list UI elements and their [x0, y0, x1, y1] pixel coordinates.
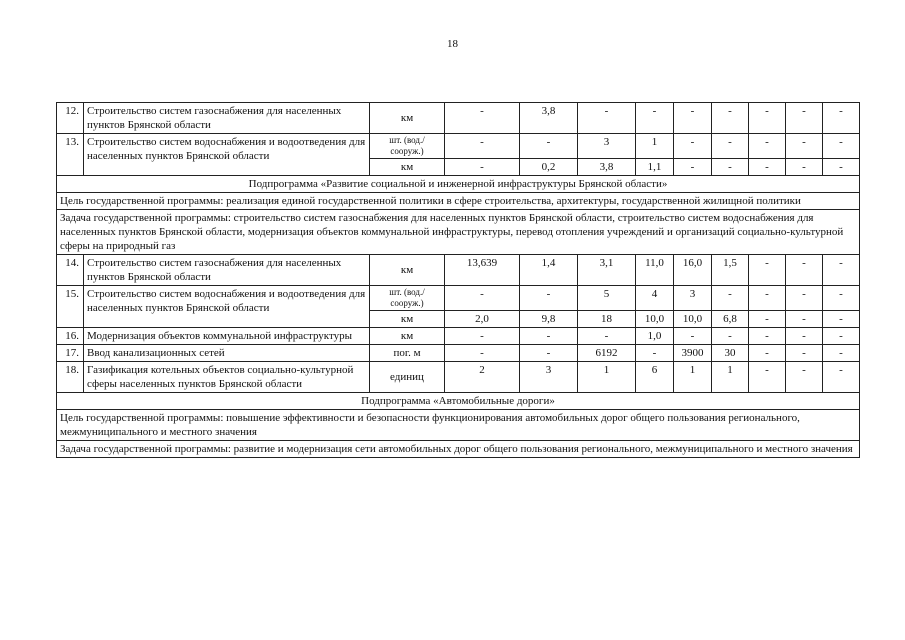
value-cell: 3,1 — [578, 255, 636, 286]
value-cell: - — [749, 345, 786, 362]
table-row — [57, 441, 860, 458]
value-cell: - — [712, 103, 749, 134]
value-cell: - — [786, 311, 823, 328]
row-number: 16. — [57, 328, 84, 345]
row-number: 12. — [57, 103, 84, 134]
subprogram-title: Подпрограмма «Автомобильные дороги» — [57, 393, 860, 410]
value-cell: - — [712, 159, 749, 176]
value-cell: - — [749, 255, 786, 286]
value-cell: - — [674, 134, 712, 159]
value-cell: - — [786, 328, 823, 345]
value-cell: - — [578, 103, 636, 134]
value-cell: 1,0 — [636, 328, 674, 345]
table-row — [57, 393, 860, 410]
value-cell: - — [749, 159, 786, 176]
value-cell: 3 — [578, 134, 636, 159]
value-cell: - — [712, 134, 749, 159]
row-number: 15. — [57, 286, 84, 328]
unit-cell: км — [370, 328, 445, 345]
value-cell: 1 — [712, 362, 749, 393]
value-cell: 3900 — [674, 345, 712, 362]
value-cell: 6,8 — [712, 311, 749, 328]
value-cell: 1,4 — [520, 255, 578, 286]
value-cell: - — [823, 362, 860, 393]
value-cell: 3,8 — [578, 159, 636, 176]
value-cell: - — [712, 328, 749, 345]
value-cell: - — [786, 362, 823, 393]
value-cell: 18 — [578, 311, 636, 328]
unit-cell: единиц — [370, 362, 445, 393]
value-cell: - — [786, 286, 823, 311]
value-cell: 1 — [674, 362, 712, 393]
indicator-name: Строительство систем газоснабжения для населенных пунктов Брянской области — [84, 255, 370, 286]
value-cell: - — [749, 362, 786, 393]
value-cell: - — [445, 328, 520, 345]
indicator-name: Модернизация объектов коммунальной инфраструктуры — [84, 328, 370, 345]
value-cell: - — [823, 328, 860, 345]
subprogram-title: Подпрограмма «Развитие социальной и инженерной инфраструктуры Брянской области» — [57, 176, 860, 193]
table-row — [57, 103, 860, 134]
value-cell: 1,5 — [712, 255, 749, 286]
value-cell: 4 — [636, 286, 674, 311]
value-cell: - — [823, 286, 860, 311]
unit-cell: км — [370, 311, 445, 328]
table-row — [57, 328, 860, 345]
value-cell: - — [520, 345, 578, 362]
page-number: 18 — [447, 38, 458, 50]
value-cell: - — [749, 103, 786, 134]
value-cell: 10,0 — [636, 311, 674, 328]
value-cell: 13,639 — [445, 255, 520, 286]
value-cell: 1,1 — [636, 159, 674, 176]
value-cell: 1 — [636, 134, 674, 159]
value-cell: 6 — [636, 362, 674, 393]
table-row — [57, 210, 860, 255]
value-cell: - — [786, 255, 823, 286]
row-number: 13. — [57, 134, 84, 176]
value-cell: 16,0 — [674, 255, 712, 286]
value-cell: - — [823, 345, 860, 362]
unit-cell: пог. м — [370, 345, 445, 362]
value-cell: - — [636, 103, 674, 134]
indicator-name: Строительство систем водоснабжения и водоотведения для населенных пунктов Брянской области — [84, 286, 370, 328]
value-cell: 30 — [712, 345, 749, 362]
value-cell: - — [520, 134, 578, 159]
value-cell: - — [712, 286, 749, 311]
value-cell: 2 — [445, 362, 520, 393]
unit-cell: км — [370, 103, 445, 134]
value-cell: - — [823, 311, 860, 328]
value-cell: - — [749, 328, 786, 345]
value-cell: - — [823, 255, 860, 286]
value-cell: - — [445, 159, 520, 176]
value-cell: - — [674, 159, 712, 176]
value-cell: 5 — [578, 286, 636, 311]
value-cell: - — [520, 328, 578, 345]
value-cell: - — [674, 328, 712, 345]
table-row — [57, 345, 860, 362]
value-cell: - — [749, 286, 786, 311]
program-goal: Цель государственной программы: повышение эффективности и безопасности функционирования автомобильных дорог общего пользования регионального, межмуниципального и местного значения — [57, 410, 860, 441]
value-cell: - — [445, 286, 520, 311]
value-cell: 9,8 — [520, 311, 578, 328]
program-task: Задача государственной программы: строительство систем газоснабжения для населенных пунктов Брянской области, строительство систем водоснабжения для населенных пунктов Брянской области, модернизация объектов коммунальной инфраструктуры, перевод отопления учреждений и организаций социально-культурной сферы на природный газ — [57, 210, 860, 255]
unit-cell: шт. (вод./сооруж.) — [370, 286, 445, 311]
program-task: Задача государственной программы: развитие и модернизация сети автомобильных дорог общего пользования регионального, межмуниципального и местного значения — [57, 441, 860, 458]
row-number: 17. — [57, 345, 84, 362]
value-cell: - — [786, 159, 823, 176]
value-cell: - — [578, 328, 636, 345]
value-cell: - — [445, 103, 520, 134]
indicator-name: Ввод канализационных сетей — [84, 345, 370, 362]
row-number: 18. — [57, 362, 84, 393]
value-cell: 3,8 — [520, 103, 578, 134]
indicator-name: Газификация котельных объектов социально-культурной сферы населенных пунктов Брянской области — [84, 362, 370, 393]
value-cell: 1 — [578, 362, 636, 393]
table-row — [57, 362, 860, 393]
indicator-name: Строительство систем водоснабжения и водоотведения для населенных пунктов Брянской области — [84, 134, 370, 176]
indicators-table — [56, 102, 860, 458]
table-row — [57, 255, 860, 286]
table-row — [57, 134, 860, 159]
table-row — [57, 193, 860, 210]
value-cell: - — [674, 103, 712, 134]
indicator-name: Строительство систем газоснабжения для населенных пунктов Брянской области — [84, 103, 370, 134]
value-cell: - — [823, 103, 860, 134]
value-cell: 3 — [674, 286, 712, 311]
table-row — [57, 410, 860, 441]
value-cell: 0,2 — [520, 159, 578, 176]
unit-cell: км — [370, 159, 445, 176]
value-cell: - — [786, 103, 823, 134]
value-cell: 6192 — [578, 345, 636, 362]
value-cell: - — [786, 134, 823, 159]
program-goal: Цель государственной программы: реализация единой государственной политики в сфере строительства, архитектуры, государственной жилищной политики — [57, 193, 860, 210]
value-cell: - — [823, 159, 860, 176]
value-cell: 10,0 — [674, 311, 712, 328]
value-cell: - — [636, 345, 674, 362]
value-cell: 2,0 — [445, 311, 520, 328]
value-cell: - — [786, 345, 823, 362]
value-cell: - — [445, 345, 520, 362]
value-cell: 11,0 — [636, 255, 674, 286]
value-cell: 3 — [520, 362, 578, 393]
value-cell: - — [445, 134, 520, 159]
value-cell: - — [823, 134, 860, 159]
unit-cell: шт. (вод./сооруж.) — [370, 134, 445, 159]
value-cell: - — [749, 134, 786, 159]
value-cell: - — [749, 311, 786, 328]
table-row — [57, 176, 860, 193]
row-number: 14. — [57, 255, 84, 286]
value-cell: - — [520, 286, 578, 311]
unit-cell: км — [370, 255, 445, 286]
table-row — [57, 286, 860, 311]
